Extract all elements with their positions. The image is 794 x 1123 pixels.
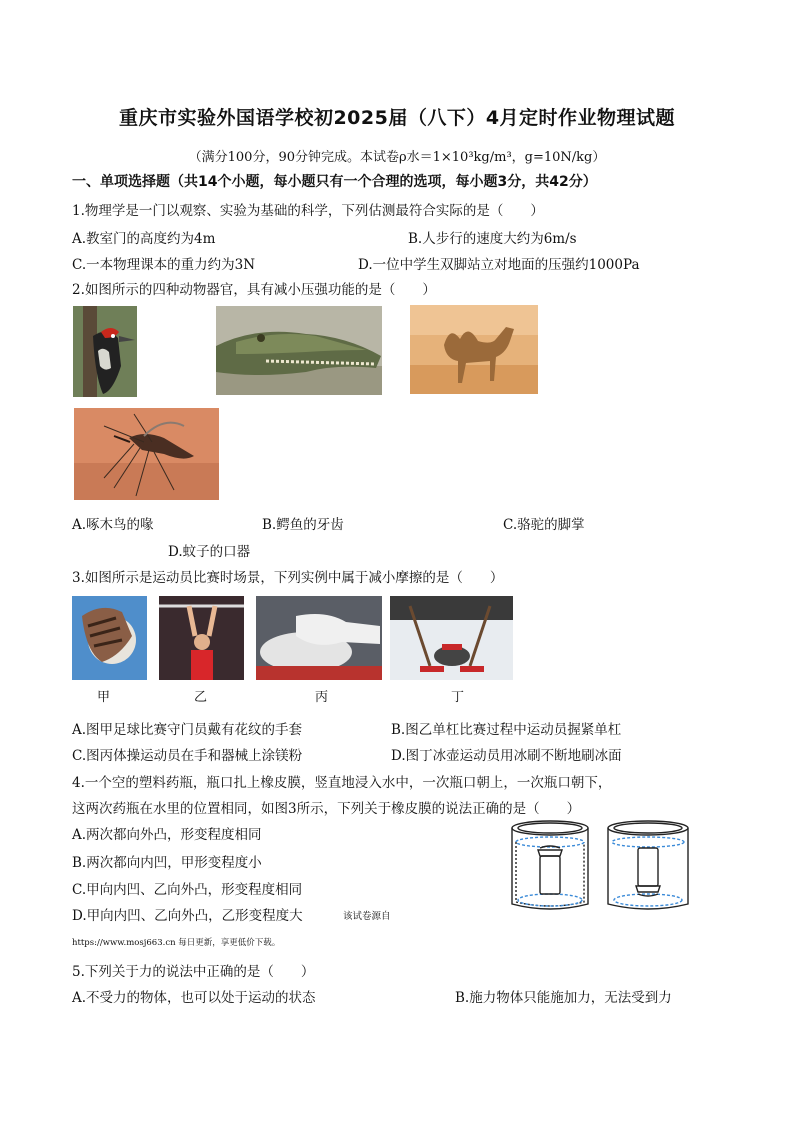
q3-option-b: B.图乙单杠比赛过程中运动员握紧单杠: [391, 722, 622, 738]
goalkeeper-glove-image: [72, 596, 147, 680]
q2-option-b: B.鳄鱼的牙齿: [262, 517, 344, 533]
q5-stem: 5.下列关于力的说法中正确的是（ ）: [72, 964, 315, 980]
beaker-diagram: [504, 818, 702, 916]
q4-option-d: D.甲向内凹、乙向外凸，乙形变程度大: [72, 908, 303, 924]
source-link[interactable]: https://www.mosj663.cn 每日更新，享更低价下载。: [72, 938, 281, 948]
figure-label-ding: 丁: [451, 690, 465, 705]
page-title: 重庆市实验外国语学校初2025届（八下）4月定时作业物理试题: [118, 107, 676, 129]
q3-option-d: D.图丁冰壶运动员用冰刷不断地刷冰面: [391, 748, 622, 764]
q2-option-d: D.蚊子的口器: [168, 544, 251, 560]
figure-label-jia: 甲: [97, 690, 111, 705]
q3-option-a: A.图甲足球比赛守门员戴有花纹的手套: [72, 722, 303, 738]
q3-stem: 3.如图所示是运动员比赛时场景，下列实例中属于减小摩擦的是（ ）: [72, 570, 504, 586]
q4-stem-line1: 4.一个空的塑料药瓶，瓶口扎上橡皮膜，竖直地浸入水中，一次瓶口朝上，一次瓶口朝下，: [72, 775, 612, 791]
q1-stem: 1.物理学是一门以观察、实验为基础的科学，下列估测最符合实际的是（ ）: [72, 203, 544, 219]
woodpecker-image: [73, 306, 137, 397]
watermark-note: 该试卷源自: [343, 911, 391, 922]
q1-option-a: A.教室门的高度约为4m: [72, 231, 216, 247]
q4-stem-line2: 这两次药瓶在水里的位置相同，如图3所示，下列关于橡皮膜的说法正确的是（ ）: [72, 801, 581, 817]
q4-option-b: B.两次都向内凹，甲形变程度小: [72, 855, 262, 871]
gymnast-bar-image: [159, 596, 244, 680]
crocodile-image: [216, 306, 382, 395]
curling-image: [390, 596, 513, 680]
q1-option-c: C.一本物理课本的重力约为3N: [72, 257, 256, 273]
figure-label-bing: 丙: [315, 690, 329, 705]
figure-label-yi: 乙: [194, 690, 208, 705]
section-heading: 一、单项选择题（共14个小题，每小题只有一个合理的选项，每小题3分，共42分）: [72, 174, 597, 190]
q2-option-a: A.啄木鸟的喙: [72, 517, 154, 533]
mosquito-image: [74, 408, 219, 500]
q5-option-b: B.施力物体只能施加力，无法受到力: [455, 990, 672, 1006]
q1-option-d: D.一位中学生双脚站立对地面的压强约1000Pa: [358, 257, 640, 273]
q4-option-a: A.两次都向外凸，形变程度相同: [72, 827, 262, 843]
q4-option-c: C.甲向内凹、乙向外凸，形变程度相同: [72, 882, 303, 898]
q2-stem: 2.如图所示的四种动物器官，具有减小压强功能的是（ ）: [72, 282, 436, 298]
page-subtitle: （满分100分，90分钟完成。本试卷ρ水＝1×10³kg/m³，g=10N/kg）: [188, 150, 606, 165]
q3-option-c: C.图丙体操运动员在手和器械上涂镁粉: [72, 748, 303, 764]
camel-image: [410, 305, 538, 394]
q5-option-a: A.不受力的物体，也可以处于运动的状态: [72, 990, 316, 1006]
q1-option-b: B.人步行的速度大约为6m/s: [408, 231, 577, 247]
q2-option-c: C.骆驼的脚掌: [503, 517, 585, 533]
magnesium-powder-image: [256, 596, 382, 680]
